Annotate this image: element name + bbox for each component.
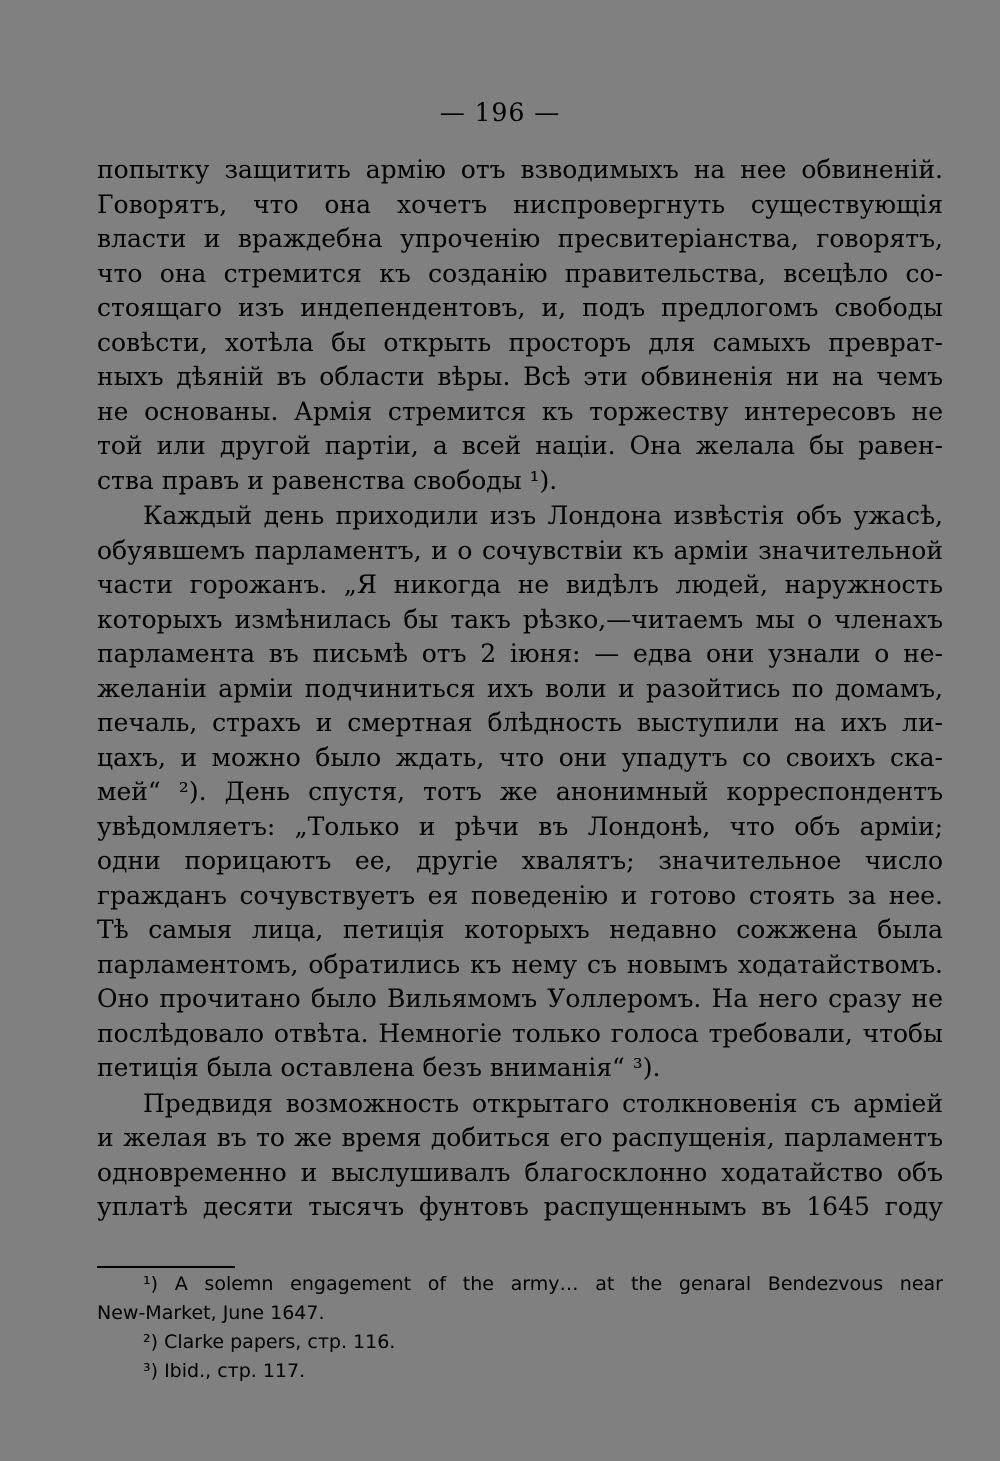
footnote-1: ¹) A solemn engagement of the army… at the genaral Bendezvous near [143,1273,943,1295]
text-line: одни порицаютъ ее, другіе хвалятъ; значительное число [97,846,943,875]
text-line: мей“ ²). День спустя, тотъ же анонимный корреспондентъ [97,777,943,806]
text-line: увѣдомляетъ: „Только и рѣчи въ Лондонѣ, что объ арміи; [97,811,943,841]
text-line: Предвидя возможность открытаго столкновенія съ арміей [143,1088,943,1118]
text-line: печаль, страхъ и смертная блѣдность выступили на ихъ ли- [97,708,943,737]
text-line: Тѣ самыя лица, петиція которыхъ недавно сожжена была [97,915,943,944]
text-line: что она стремится къ созданію правительства, всецѣло со- [97,258,943,288]
text-line: обуявшемъ парламентъ, и о сочувствіи къ арміи значительной [97,535,943,565]
text-line: желаніи арміи подчиниться ихъ воли и разойтись по домамъ, [97,673,943,703]
text-line: послѣдовало отвѣта. Немногіе только голоса требовали, чтобы [97,1018,943,1048]
text-line: власти и враждебна упроченію пресвитеріанства, говорятъ, [97,224,943,253]
text-line: парламента въ письмѣ отъ 2 іюня: — едва они узнали о не- [97,639,943,668]
text-line: гражданъ сочувствуетъ ея поведенію и готово стоять за нее. [97,880,943,910]
body-text [97,153,943,1225]
footnote-1-continued: New-Market, June 1647. [97,1302,325,1324]
text-line: цахъ, и можно было ждать, что они упадутъ со своихъ ска- [97,742,943,772]
text-line: попытку защитить армію отъ взводимыхъ на нее обвиненій. [97,155,943,184]
text-line: петиція была оставлена безъ вниманія“ ³). [97,1053,661,1082]
text-line: совѣсти, хотѣла бы открыть просторъ для самыхъ преврат- [97,327,943,357]
text-line: ства правъ и равенства свободы ¹). [97,465,558,495]
footnote-3: ³) Ibid., стр. 117. [143,1360,306,1382]
text-line: одновременно и выслушивалъ благосклонно ходатайство объ [97,1157,943,1187]
paragraph-1 [97,153,943,498]
text-line: и желая въ то же время добиться его распущенія, парламентъ [97,1123,943,1152]
footnotes [97,1270,943,1386]
text-line: стоящаго изъ индепендентовъ, и, подъ предлогомъ свободы [97,293,943,322]
text-line: Говорятъ, что она хочетъ ниспровергнуть существующія [97,189,943,219]
footnote-2: ²) Clarke papers, стр. 116. [143,1331,396,1353]
text-line: не основаны. Армія стремится къ торжеству интересовъ не [97,396,943,426]
page-number: — 196 — [439,98,561,127]
text-line: части горожанъ. „Я никогда не видѣлъ людей, наружность [97,570,943,599]
paragraph-2 [97,499,943,1086]
footnote-divider [97,1266,235,1268]
text-line: той или другой партіи, а всей націи. Она желала бы равен- [97,431,943,460]
text-line: ныхъ дѣяній въ области вѣры. Всѣ эти обвиненія ни на чемъ [97,362,943,391]
text-line: уплатѣ десяти тысячъ фунтовъ распущеннымъ въ 1645 году [97,1192,943,1221]
text-line: Каждый день приходили изъ Лондона извѣстія объ ужасѣ, [143,501,943,530]
paragraph-3 [97,1087,943,1225]
text-line: Оно прочитано было Вильямомъ Уоллеромъ. На него сразу не [97,984,943,1013]
text-line: которыхъ измѣнилась бы такъ рѣзко,—читаемъ мы о членахъ [97,604,943,634]
text-line: парламентомъ, обратились къ нему съ новымъ ходатайствомъ. [97,949,943,979]
